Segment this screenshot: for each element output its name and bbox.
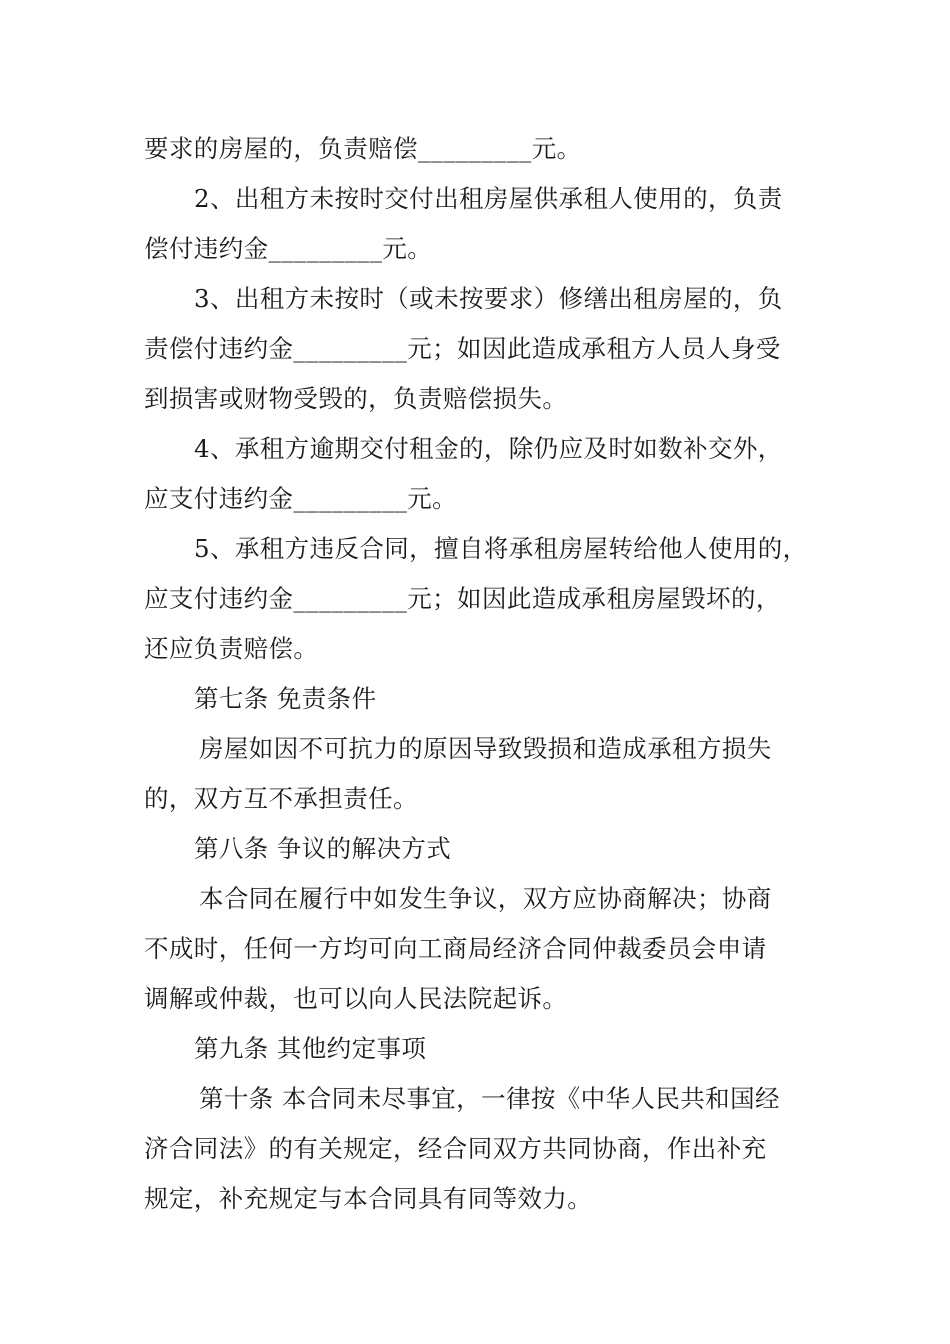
text-line: 2、出租方未按时交付出租房屋供承租人使用的，负责 bbox=[194, 184, 783, 213]
text-line: 不成时，任何一方均可向工商局经济合同仲裁委员会申请 bbox=[144, 934, 767, 963]
text-line: 第十条 本合同未尽事宜，一律按《中华人民共和国经 bbox=[199, 1084, 780, 1113]
text-line: 应支付违约金_________元；如因此造成承租房屋毁坏的， bbox=[144, 584, 781, 613]
section-heading: 第七条 免责条件 bbox=[194, 684, 377, 713]
text-line: 调解或仲裁，也可以向人民法院起诉。 bbox=[144, 984, 568, 1013]
text-line: 到损害或财物受毁的，负责赔偿损失。 bbox=[144, 384, 568, 413]
text-line: 4、承租方逾期交付租金的，除仍应及时如数补交外， bbox=[194, 434, 783, 463]
text-line: 规定，补充规定与本合同具有同等效力。 bbox=[144, 1184, 593, 1213]
text-line: 本合同在履行中如发生争议，双方应协商解决；协商 bbox=[199, 884, 772, 913]
text-line: 3、出租方未按时（或未按要求）修缮出租房屋的，负 bbox=[194, 284, 783, 313]
text-line: 的，双方互不承担责任。 bbox=[144, 784, 418, 813]
text-line: 5、承租方违反合同，擅自将承租房屋转给他人使用的， bbox=[194, 534, 808, 563]
section-heading: 第九条 其他约定事项 bbox=[194, 1034, 427, 1063]
text-line: 济合同法》的有关规定，经合同双方共同协商，作出补充 bbox=[144, 1134, 767, 1163]
text-line: 偿付违约金_________元。 bbox=[144, 234, 433, 263]
text-line: 责偿付违约金_________元；如因此造成承租方人员人身受 bbox=[144, 334, 781, 363]
text-line: 还应负责赔偿。 bbox=[144, 634, 319, 663]
text-line: 应支付违约金_________元。 bbox=[144, 484, 458, 513]
text-line: 要求的房屋的，负责赔偿_________元。 bbox=[144, 134, 582, 163]
section-heading: 第八条 争议的解决方式 bbox=[194, 834, 452, 863]
text-line: 房屋如因不可抗力的原因导致毁损和造成承租方损失 bbox=[199, 734, 772, 763]
